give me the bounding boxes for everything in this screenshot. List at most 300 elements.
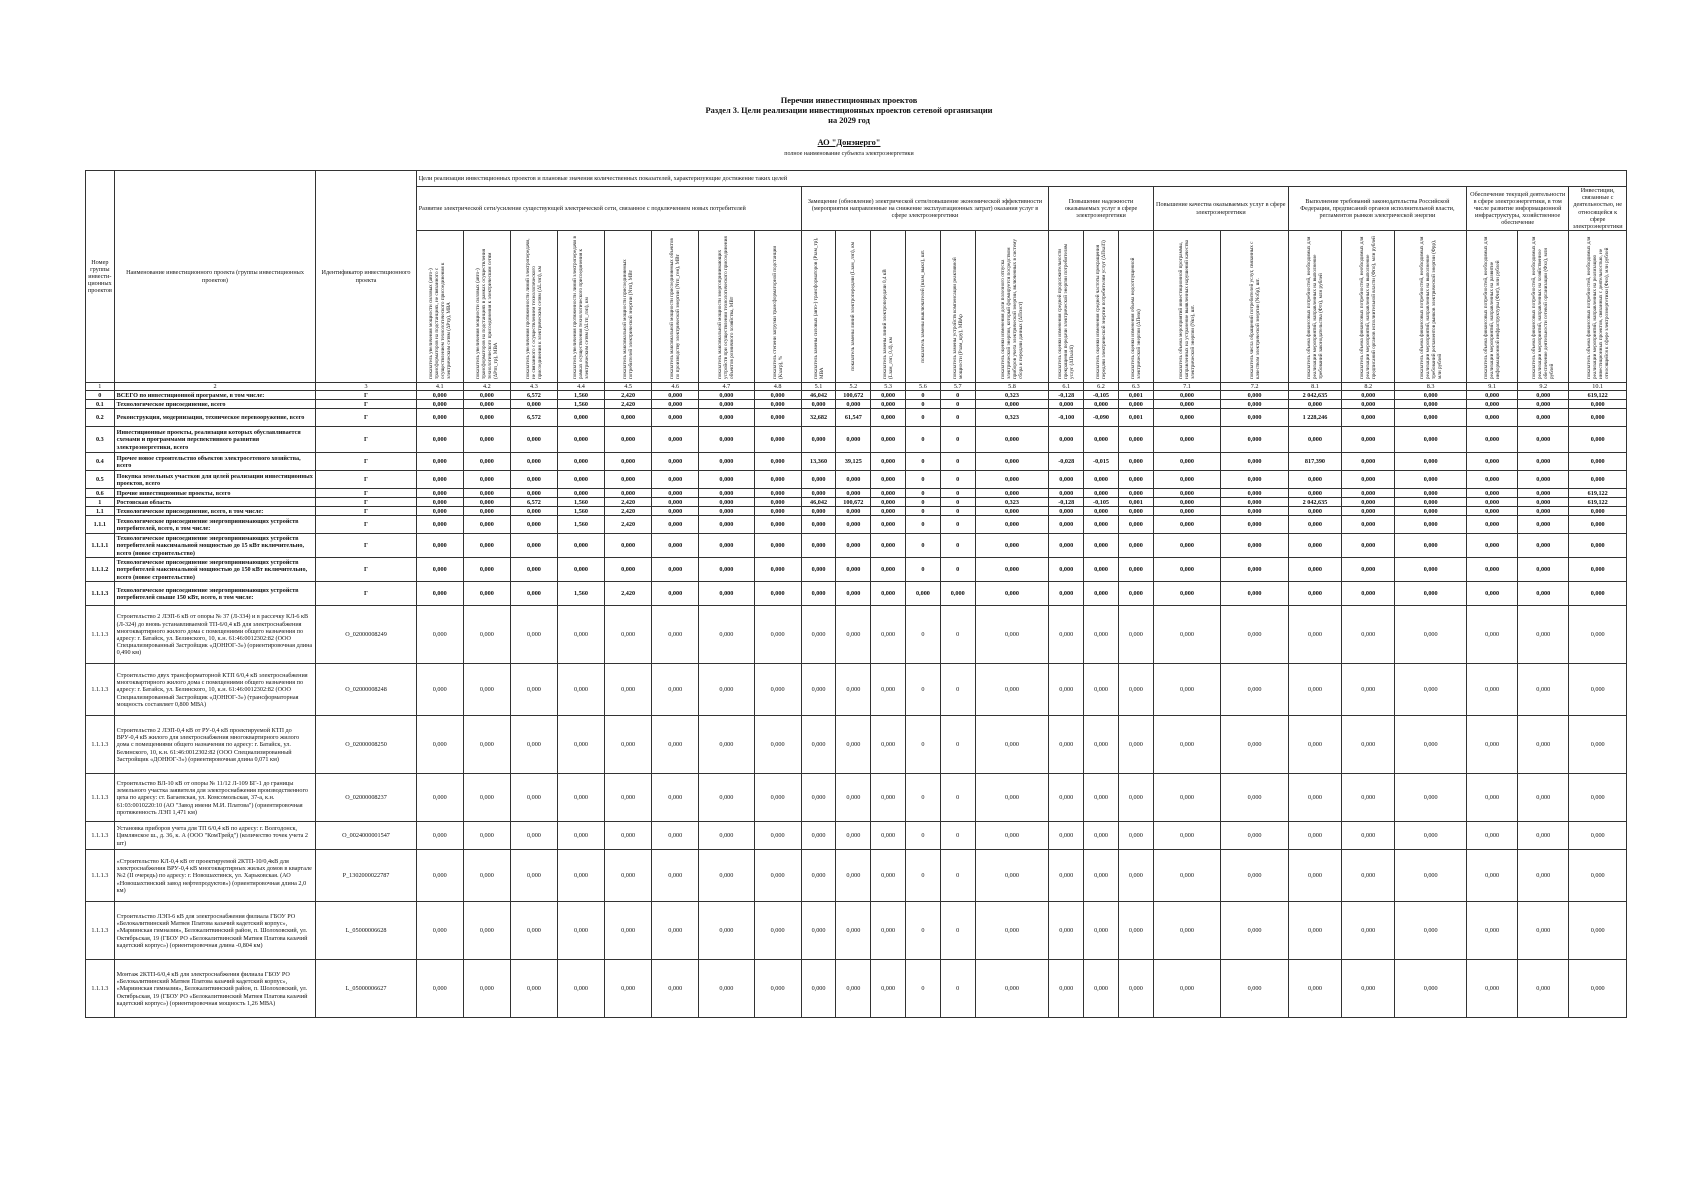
- row-project-name: Строительство двух трансформаторной КТП 6/0,4 кВ электроснабжения многоквартирного жилого дома с помещениями общего назначения по адресу: г. Батайск, ул. Белинского, 10, к.н. 61:46:0012302:82 (ООО Специализированный Застройщик «ДОНЮГ-3») (трансформаторная мощность составляет 0,800 МВА): [114, 664, 316, 716]
- header-indicator-label: показатель объема финансовых потребностей, необходимых для реализации мероприятий, направленных на хозяйственное обеспечение деятельности сетевой организации (Фхо), млн рублей: [1531, 236, 1556, 380]
- row-value: -0,090: [1084, 409, 1119, 427]
- row-project-id: О_02000008250: [316, 716, 416, 774]
- row-value: 0,000: [975, 471, 1049, 489]
- row-value: 1,560: [557, 582, 604, 606]
- row-value: 0,000: [416, 471, 463, 489]
- row-value: 0,000: [605, 960, 652, 1018]
- row-project-name: Установка приборов учета для ТП 6/0,4 кВ по адресу: г. Волгодонск, Цимлянское ш., д. 36, к. А (ООО "КомТрейд") (количество точек учета 2 шт): [114, 822, 316, 850]
- row-value: 0,000: [871, 582, 906, 606]
- row-project-name: Строительство 2 ЛЭП-6 кВ от опоры № 37 (Л-334) и в рассечку КЛ-6 кВ (Л-324) до вновь устанавливаемой ТП-6/0,4 кВ для электроснабжения многоквартирного жилого дома с помещениями общего назначения по адресу: г. Батайск, ул. Белинского, 10, к.н. 61:46:0012302:82 (ООО Специализированный Застройщик «ДОНЮГ-3») (ориентировочная длина 0,490 км): [114, 606, 316, 664]
- table-row: [86, 606, 1627, 664]
- row-value: 0,000: [975, 774, 1049, 822]
- row-value: 0: [940, 391, 975, 400]
- row-value: 0,000: [1118, 582, 1153, 606]
- row-value: 0,000: [836, 822, 871, 850]
- row-value: 0,323: [975, 391, 1049, 400]
- row-value: 0,000: [652, 716, 699, 774]
- row-value: 0,000: [1084, 507, 1119, 516]
- row-value: 2,420: [605, 400, 652, 409]
- row-value: 0,000: [652, 558, 699, 582]
- table-row: [86, 507, 1627, 516]
- row-value: 0,000: [652, 498, 699, 507]
- row-value: 0: [906, 471, 941, 489]
- row-value: 0,000: [1518, 427, 1569, 453]
- row-value: 0,000: [416, 606, 463, 664]
- row-value: 0,000: [1518, 822, 1569, 850]
- row-value: 0,000: [1518, 507, 1569, 516]
- row-value: 0,000: [1518, 534, 1569, 558]
- row-value: 0,000: [1518, 498, 1569, 507]
- table-row: [86, 716, 1627, 774]
- row-project-name: Технологическое присоединение энергопринимающих устройств потребителей, всего, в том числе:: [114, 516, 316, 534]
- row-value: 0,000: [801, 558, 836, 582]
- row-value: 0,000: [1049, 558, 1084, 582]
- row-value: 0,000: [801, 850, 836, 902]
- row-value: 0,000: [1118, 453, 1153, 471]
- row-value: 0,000: [557, 489, 604, 498]
- row-number: 1.1.1.2: [86, 558, 115, 582]
- row-value: 0,000: [605, 534, 652, 558]
- row-value: 0,000: [1221, 902, 1289, 960]
- row-value: 0,000: [1395, 534, 1467, 558]
- column-number: 2: [114, 383, 316, 391]
- row-value: 0,000: [416, 489, 463, 498]
- row-value: 0,000: [510, 516, 557, 534]
- column-number: 5.1: [801, 383, 836, 391]
- row-value: 0,000: [975, 489, 1049, 498]
- row-number: 1.1.1: [86, 516, 115, 534]
- header-indicator-label: показатель увеличения мощности силовых (авто-) трансформаторов на подстанциях в рамках осуществления технологического присоединения к электрическим сетям (ΔPтп_тр), МВА: [474, 249, 499, 380]
- row-value: 0,000: [1466, 427, 1517, 453]
- row-value: 0,000: [754, 664, 801, 716]
- row-value: 0,000: [1466, 391, 1517, 400]
- row-value: 0,000: [871, 489, 906, 498]
- row-value: -0,105: [1084, 498, 1119, 507]
- header-indicator-label: показатель замены силовых (авто-) трансформаторов (Pзам_тр), МВА: [812, 237, 825, 380]
- header-indicator: [871, 231, 906, 383]
- header-group-replacement: Замещение (обновление) электрической сети/повышение экономической эффективности (мероприятия направленные на снижение эксплуатационных затрат) оказания услуг в сфере электроэнергетики: [801, 187, 1049, 231]
- row-value: 0,000: [1466, 453, 1517, 471]
- row-value: 0,000: [699, 606, 754, 664]
- row-value: 0,000: [1466, 774, 1517, 822]
- row-value: 0,000: [836, 534, 871, 558]
- row-value: 0,000: [1395, 774, 1467, 822]
- row-value: 0,000: [1049, 960, 1084, 1018]
- header-group-reliability: Повышение надежности оказываемых услуг в сфере электроэнергетики: [1049, 187, 1153, 231]
- row-value: 0,000: [1084, 534, 1119, 558]
- row-value: 0,000: [1153, 716, 1221, 774]
- row-value: 0,000: [463, 582, 510, 606]
- row-value: 0,000: [605, 489, 652, 498]
- row-value: 0,000: [1288, 471, 1341, 489]
- row-value: 0,000: [1466, 902, 1517, 960]
- row-value: 0: [940, 409, 975, 427]
- row-value: 0: [906, 427, 941, 453]
- row-number: 0.4: [86, 453, 115, 471]
- row-value: 0,000: [871, 774, 906, 822]
- row-value: 0,000: [605, 471, 652, 489]
- column-number: 9.1: [1466, 383, 1517, 391]
- row-value: 0,000: [699, 774, 754, 822]
- row-value: 0: [906, 391, 941, 400]
- row-project-id: Г: [316, 534, 416, 558]
- row-value: 0,000: [836, 400, 871, 409]
- row-value: 0,000: [871, 606, 906, 664]
- row-value: 0,000: [975, 400, 1049, 409]
- row-value: 0,000: [1288, 960, 1341, 1018]
- row-value: 0,000: [754, 716, 801, 774]
- row-value: 0,000: [1342, 391, 1395, 400]
- header-indicator: [1518, 231, 1569, 383]
- header-indicator-label: показатель замены линий электропередачи (Lзам_лэп), км: [850, 242, 857, 372]
- row-value: 0,000: [416, 664, 463, 716]
- document-title: [0, 96, 1698, 126]
- row-value: 0,000: [1084, 558, 1119, 582]
- row-value: 2,420: [605, 516, 652, 534]
- row-value: 0,000: [1466, 507, 1517, 516]
- row-value: 0,000: [1518, 516, 1569, 534]
- row-value: 0,000: [801, 716, 836, 774]
- row-value: 1,560: [557, 498, 604, 507]
- row-value: 0: [906, 664, 941, 716]
- row-value: 0,000: [1395, 400, 1467, 409]
- header-indicator-label: показатель объема мероприятий инвестиционной программы, направленных на устранение выявленных нарушений качества электрической энергии (Nкэ), шт.: [1178, 240, 1196, 380]
- row-value: 0,000: [1049, 716, 1084, 774]
- row-value: 0,000: [1118, 822, 1153, 850]
- row-value: 0,000: [1084, 606, 1119, 664]
- row-value: 0,000: [1084, 850, 1119, 902]
- row-value: 0,000: [652, 453, 699, 471]
- row-number: 1.1.1.3: [86, 606, 115, 664]
- row-value: 0,000: [557, 534, 604, 558]
- column-number: 6.3: [1118, 383, 1153, 391]
- row-value: 0,000: [1342, 453, 1395, 471]
- row-value: 0,000: [836, 489, 871, 498]
- row-number: 0.5: [86, 471, 115, 489]
- row-value: 0: [906, 606, 941, 664]
- row-value: -0,105: [1084, 391, 1119, 400]
- row-project-id: О_02000008237: [316, 774, 416, 822]
- row-value: 0,000: [871, 534, 906, 558]
- row-value: 0,000: [975, 606, 1049, 664]
- row-project-id: О_02000008248: [316, 664, 416, 716]
- row-value: 0,000: [1466, 822, 1517, 850]
- row-value: 1,560: [557, 507, 604, 516]
- header-indicator: [416, 231, 463, 383]
- row-value: 0,001: [1118, 391, 1153, 400]
- row-value: 0,000: [1084, 582, 1119, 606]
- column-number: 4.5: [605, 383, 652, 391]
- row-value: 0,000: [1342, 902, 1395, 960]
- row-value: 0,000: [754, 516, 801, 534]
- row-value: 0,000: [605, 664, 652, 716]
- row-number: 0: [86, 391, 115, 400]
- row-value: 0,000: [801, 534, 836, 558]
- row-value: 0,000: [975, 453, 1049, 471]
- row-value: 0,000: [1569, 606, 1627, 664]
- table-row: [86, 400, 1627, 409]
- row-value: 0: [906, 489, 941, 498]
- row-project-id: О_02000008249: [316, 606, 416, 664]
- row-value: 46,042: [801, 391, 836, 400]
- row-project-name: Прочие инвестиционные проекты, всего: [114, 489, 316, 498]
- row-value: 0,000: [1049, 507, 1084, 516]
- row-value: 0,000: [1518, 558, 1569, 582]
- row-value: 0,000: [1049, 582, 1084, 606]
- row-value: 0,000: [1342, 427, 1395, 453]
- row-value: 0,000: [975, 582, 1049, 606]
- row-value: 0,000: [699, 471, 754, 489]
- row-value: 0,000: [1221, 507, 1289, 516]
- column-number: 8.2: [1342, 383, 1395, 391]
- row-value: 0,000: [754, 822, 801, 850]
- row-value: 0,000: [605, 409, 652, 427]
- table-row: [86, 391, 1627, 400]
- row-value: 0,000: [1118, 716, 1153, 774]
- row-value: 0,000: [416, 774, 463, 822]
- row-value: -0,128: [1049, 498, 1084, 507]
- row-value: 6,572: [510, 498, 557, 507]
- row-value: 0,000: [1518, 960, 1569, 1018]
- row-value: 0,000: [1153, 498, 1221, 507]
- row-value: 0,000: [975, 507, 1049, 516]
- row-value: 0,000: [416, 716, 463, 774]
- header-group-legislation: Выполнение требований законодательства Российской Федерации, предписаний органов исполнительной власти, регламентов рынков электрической энергии: [1288, 187, 1466, 231]
- row-number: 1.1.1.3: [86, 902, 115, 960]
- row-value: 0,000: [1342, 516, 1395, 534]
- row-value: 0,000: [1569, 774, 1627, 822]
- header-indicator: [605, 231, 652, 383]
- row-number: 0.3: [86, 427, 115, 453]
- row-value: 0,000: [1221, 471, 1289, 489]
- row-value: 0,000: [754, 902, 801, 960]
- row-value: 0,000: [1153, 471, 1221, 489]
- row-value: 0,000: [1118, 534, 1153, 558]
- row-value: 0,000: [1569, 453, 1627, 471]
- row-value: 0,000: [1395, 716, 1467, 774]
- row-value: 0,000: [652, 427, 699, 453]
- row-value: 0: [906, 516, 941, 534]
- row-value: 0,000: [975, 716, 1049, 774]
- row-value: 0,000: [699, 391, 754, 400]
- row-value: 0,000: [754, 507, 801, 516]
- row-value: 0,000: [557, 960, 604, 1018]
- row-value: 0,000: [1118, 902, 1153, 960]
- row-value: 0,000: [510, 664, 557, 716]
- row-value: 0,000: [605, 774, 652, 822]
- row-value: 0,000: [1466, 409, 1517, 427]
- row-value: 0,000: [1569, 409, 1627, 427]
- row-value: 0,000: [1153, 507, 1221, 516]
- row-value: 0,000: [871, 716, 906, 774]
- row-value: 0,000: [557, 774, 604, 822]
- row-value: 0,000: [1221, 582, 1289, 606]
- row-value: 0,000: [1569, 534, 1627, 558]
- row-value: 0: [940, 427, 975, 453]
- row-value: 0,000: [1118, 664, 1153, 716]
- header-indicator-label: показатель объема финансовых потребностей, необходимых для реализации мероприятий, направленных на реализацию инвестиционных проектов, связанных с деятельностью, не относящейся к сфере электроэнергетики (Фнэ), млн рублей: [1585, 236, 1610, 380]
- row-value: 0,000: [801, 960, 836, 1018]
- row-value: 1,560: [557, 516, 604, 534]
- row-project-id: Г: [316, 507, 416, 516]
- row-value: 0,000: [699, 427, 754, 453]
- header-indicator: [975, 231, 1049, 383]
- row-value: 0,000: [906, 582, 941, 606]
- row-value: 0,000: [871, 453, 906, 471]
- header-indicator: [1569, 231, 1627, 383]
- header-indicator-label: показатель степени загрузки трансформаторной подстанции (Kзагр), %: [771, 246, 784, 380]
- row-value: 0,000: [801, 427, 836, 453]
- row-value: 1 228,246: [1288, 409, 1341, 427]
- row-value: 0,000: [1395, 427, 1467, 453]
- header-indicator: [1288, 231, 1341, 383]
- row-value: 0,000: [975, 534, 1049, 558]
- row-value: 0,000: [1395, 516, 1467, 534]
- row-value: 0,000: [1153, 409, 1221, 427]
- row-value: 0,000: [1049, 400, 1084, 409]
- row-value: 0,000: [463, 391, 510, 400]
- row-value: 0,000: [605, 850, 652, 902]
- row-value: 0,000: [754, 606, 801, 664]
- row-value: 0,000: [1569, 507, 1627, 516]
- row-value: 0,000: [699, 558, 754, 582]
- row-value: 0,000: [1118, 774, 1153, 822]
- row-value: 0,000: [1466, 850, 1517, 902]
- row-value: 0,000: [1395, 582, 1467, 606]
- row-value: 0,000: [1288, 582, 1341, 606]
- row-value: 0: [906, 716, 941, 774]
- table-row: [86, 427, 1627, 453]
- row-value: 0,000: [1288, 774, 1341, 822]
- row-value: 0,000: [1153, 850, 1221, 902]
- row-value: 0,000: [699, 489, 754, 498]
- row-project-id: Г: [316, 453, 416, 471]
- column-number: 6.1: [1049, 383, 1084, 391]
- row-value: 0,000: [652, 664, 699, 716]
- row-value: 0,000: [1518, 664, 1569, 716]
- row-value: 0,000: [801, 489, 836, 498]
- row-value: 0,000: [975, 427, 1049, 453]
- row-value: 1,560: [557, 391, 604, 400]
- row-project-name: Реконструкция, модернизация, техническое перевооружение, всего: [114, 409, 316, 427]
- row-value: 0,000: [463, 427, 510, 453]
- row-value: 0,000: [1221, 822, 1289, 850]
- row-value: 0,000: [1118, 606, 1153, 664]
- row-project-name: Технологическое присоединение, всего, в том числе:: [114, 507, 316, 516]
- header-indicator-label: показатель увеличения мощности силовых (авто-) трансформаторов на подстанциях, не связанного с осуществлением технологического присоединения к электрическим сетям (ΔPтр), МВА: [427, 262, 452, 380]
- row-value: 0,000: [836, 582, 871, 606]
- table-row: [86, 774, 1627, 822]
- row-value: 0: [940, 471, 975, 489]
- row-value: 0,000: [1153, 391, 1221, 400]
- organization-name-text: АО "Донэнерго": [817, 138, 881, 147]
- row-value: 0,000: [1288, 489, 1341, 498]
- header-project-number: Номер группы инвести-ционных проектов: [86, 171, 115, 383]
- row-value: 0,000: [1518, 400, 1569, 409]
- row-value: 0,000: [1395, 471, 1467, 489]
- row-value: 0,000: [1342, 582, 1395, 606]
- header-indicator: [557, 231, 604, 383]
- column-number: 3: [316, 383, 416, 391]
- header-indicator: [1084, 231, 1119, 383]
- row-value: 0,000: [463, 606, 510, 664]
- row-value: 0,000: [1395, 850, 1467, 902]
- row-value: 0,000: [699, 453, 754, 471]
- row-value: 0,000: [652, 582, 699, 606]
- row-value: 0,000: [1288, 664, 1341, 716]
- row-value: 0,000: [416, 498, 463, 507]
- row-value: 0,000: [1221, 558, 1289, 582]
- row-value: 0,000: [1288, 400, 1341, 409]
- row-value: 0,000: [699, 716, 754, 774]
- row-value: 0,000: [836, 960, 871, 1018]
- row-value: 0,000: [1395, 453, 1467, 471]
- row-value: 0,323: [975, 409, 1049, 427]
- row-value: 0,000: [699, 507, 754, 516]
- row-value: 0: [940, 558, 975, 582]
- table-row: [86, 409, 1627, 427]
- header-indicator: [1118, 231, 1153, 383]
- column-number: 4.2: [463, 383, 510, 391]
- row-value: 0: [940, 516, 975, 534]
- row-project-name: Технологическое присоединение энергопринимающих устройств потребителей свыше 150 кВт, всего, в том числе:: [114, 582, 316, 606]
- row-value: 0,000: [1153, 558, 1221, 582]
- row-value: 0,000: [1466, 960, 1517, 1018]
- row-value: 0,000: [416, 534, 463, 558]
- row-value: 6,572: [510, 409, 557, 427]
- row-value: 0,000: [871, 507, 906, 516]
- row-project-name: Технологическое присоединение энергопринимающих устройств потребителей максимальной мощностью до 150 кВт включительно, всего (новое строительство): [114, 558, 316, 582]
- table-row: [86, 489, 1627, 498]
- row-value: 0,000: [510, 558, 557, 582]
- row-value: 0,000: [463, 902, 510, 960]
- table-row: [86, 850, 1627, 902]
- row-value: 0,000: [801, 471, 836, 489]
- header-group-current-activity: Обеспечение текущей деятельности в сфере электроэнергетики, в том числе развитие информационной инфраструктуры, хозяйственное обеспечение: [1466, 187, 1568, 231]
- row-value: 100,672: [836, 498, 871, 507]
- header-group-quality: Повышение качества оказываемых услуг в сфере электроэнергетики: [1153, 187, 1288, 231]
- header-indicator-label: показатель объема финансовых потребностей, необходимых для реализации мероприятий, направленных на выполнение предписаний органов исполнительной власти (Фпо), млн рублей: [1359, 236, 1378, 380]
- row-number: 1.1.1.3: [86, 664, 115, 716]
- row-value: 0,000: [510, 582, 557, 606]
- row-value: 0,000: [1466, 471, 1517, 489]
- column-number: 5.3: [871, 383, 906, 391]
- row-value: 0,000: [1466, 400, 1517, 409]
- row-value: 0,000: [975, 960, 1049, 1018]
- row-value: 0,000: [699, 400, 754, 409]
- row-value: 0,000: [1569, 427, 1627, 453]
- row-value: 0,000: [1395, 409, 1467, 427]
- row-value: 0,000: [699, 822, 754, 850]
- row-value: 0,000: [1118, 960, 1153, 1018]
- row-value: 0,000: [1221, 534, 1289, 558]
- row-value: 39,125: [836, 453, 871, 471]
- row-value: 0,000: [1084, 664, 1119, 716]
- investment-goals-table: [85, 170, 1627, 1018]
- row-value: 817,390: [1288, 453, 1341, 471]
- row-value: 0,000: [1153, 582, 1221, 606]
- row-value: 619,122: [1569, 489, 1627, 498]
- row-value: 2,420: [605, 391, 652, 400]
- row-value: 0,000: [1569, 664, 1627, 716]
- column-number: 5.2: [836, 383, 871, 391]
- row-value: 619,122: [1569, 498, 1627, 507]
- row-value: -0,100: [1049, 409, 1084, 427]
- column-number: 10.1: [1569, 383, 1627, 391]
- header-indicator: [940, 231, 975, 383]
- row-value: 0,000: [1395, 664, 1467, 716]
- row-value: 0,000: [605, 606, 652, 664]
